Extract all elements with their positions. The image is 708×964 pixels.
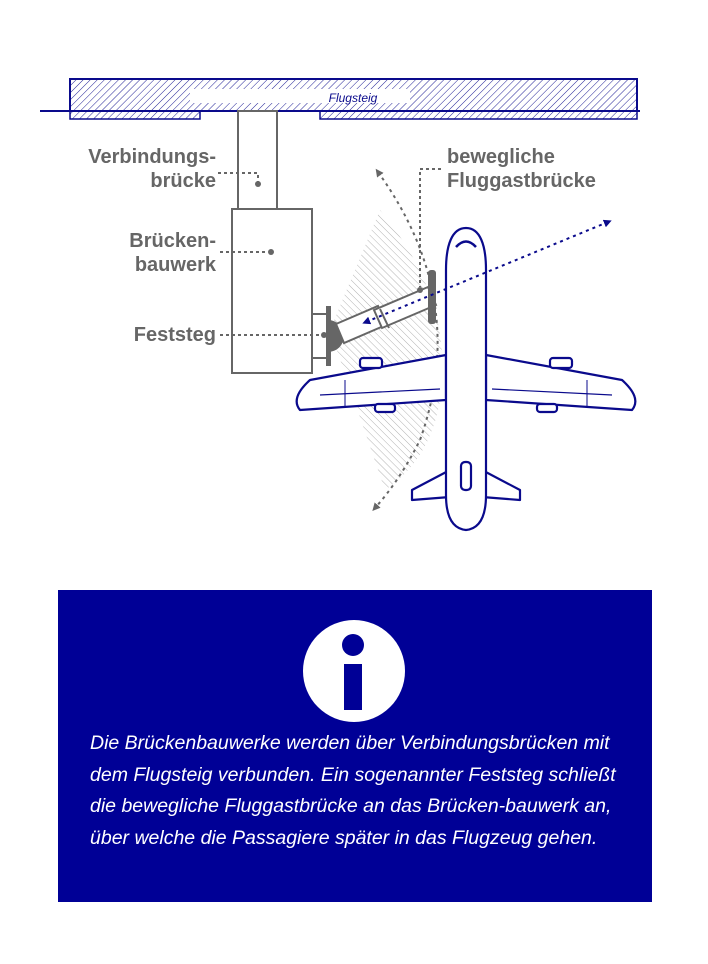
airplane — [297, 228, 636, 530]
gate-building — [40, 79, 640, 119]
bridge-structure — [232, 209, 312, 373]
label-connecting-bridge — [88, 146, 261, 192]
airplane-stabilizer-right — [482, 470, 520, 500]
info-icon — [303, 620, 405, 722]
label-fixed-walkway-text: Feststeg — [133, 324, 216, 346]
label-connecting-bridge-line2: brücke — [150, 170, 216, 192]
label-connecting-bridge-line1: Verbindungs- — [88, 146, 216, 168]
label-bridge-structure-line2: bauwerk — [134, 254, 216, 276]
label-bridge-structure-line1: Brücken- — [129, 230, 216, 252]
info-text: Die Brückenbauwerke werden über Verbindungsbrücken mit dem Flugsteig verbunden. Ein sogenannter Feststeg schließt die bewegliche Fluggastbrücke an das Brücken-bauwerk an, über welche die Passagiere später in das Flugzeug gehen. — [90, 732, 616, 849]
connecting-bridge — [238, 111, 277, 209]
label-boarding-bridge-line1: bewegliche — [447, 146, 555, 168]
label-boarding-bridge — [417, 146, 596, 293]
label-boarding-bridge-line2: Fluggastbrücke — [447, 170, 596, 192]
airplane-stabilizer-left — [412, 470, 450, 500]
gate-label: Flugsteig — [328, 91, 378, 105]
info-panel — [58, 590, 652, 902]
